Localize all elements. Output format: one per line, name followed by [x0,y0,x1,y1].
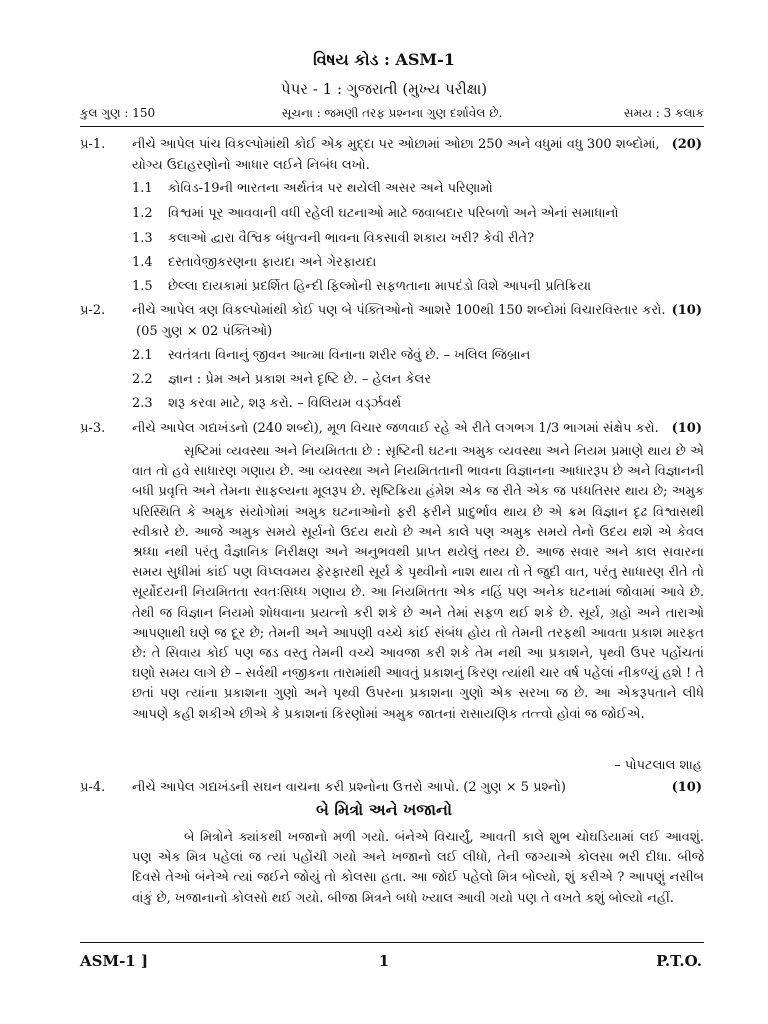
q1-option-number: 1.5 [132,279,153,294]
footer-code: ASM-1 ] [80,952,149,970]
q1-option-text: કોવિડ-19ની ભારતના અર્થતંત્ર પર થયેલી અસર અને પરિણામો [168,181,493,196]
instruction: સૂચના : જમણી તરફ પ્રશ્નના ગુણ દર્શાવેલ છે. [281,106,503,120]
header-divider [80,126,704,127]
q1-option-number: 1.4 [132,255,153,270]
time-allowed: સમય : 3 કલાક [623,106,704,120]
q1-option-text: છેલ્લા દાયકામાં પ્રદર્શિત હિન્દી ફિલ્મોની સફળતાના માપદંડો વિશે આપની પ્રતિક્રિયા [168,279,592,294]
q2-option-text: શરૂ કરવા માટે, શરૂ કરો. – વિલિયમ વર્ડ્ઝવર્થ [168,396,402,411]
footer-divider [80,942,704,943]
q3-instruction: નીચે આપેલ ગદ્યખંડનો (240 શબ્દો), મૂળ વિચાર જળવાઈ રહે એ રીતે લગભગ 1/3 ભાગમાં સંક્ષેપ કરો. [132,421,659,436]
q1-number: પ્ર-1. [80,137,106,152]
q1-marks: (20) [671,137,702,152]
q1-option-number: 1.3 [132,231,153,246]
page-number: 1 [378,952,390,970]
q2-marks: (10) [671,303,702,318]
q4-passage [132,828,704,909]
q1-instruction-line1: નીચે આપેલ પાંચ વિકલ્પોમાંથી કોઈ એક મુદ્દા પર ઓછામાં ઓછા 250 અને વધુમાં વધુ 300 શબ્દોમાં, [132,137,660,152]
q2-number: પ્ર-2. [80,303,106,318]
q1-instruction-line2: યોગ્ય ઉદાહરણોનો આધાર લઈને નિબંધ લખો. [132,158,370,173]
q3-passage-text: સૃષ્ટિમાં વ્યવસ્થા અને નિયમિતતા છે : સૃષ્ટિની ઘટના અમુક વ્યવસ્થા અને નિયમ પ્રમાણે થાય છે એ વાત તો હવે સાધારણ ગણાય છે. આ વ્યવસ્થા અને નિયમિતતાની ભાવના વિજ્ઞાનના આધારરૂપ છે અને વિજ્ઞાનની બધી પ્રવૃત્તિ અને તેમના સાફલ્યના મૂલરૂપ છે. સૃષ્ટિક્રિયા હંમેશ એક જ રીતે એક જ પધ્ધતિસર થાય છે; અમુક પરિસ્થિતિ કે અમુક સંયોગોમાં અમુક ઘટનાઓનો ફરી ફરીને પ્રાદુર્ભાવ થાય છે એ ક્રમ વિજ્ઞાન દૃઢ વિશ્વાસથી સ્વીકારે છે. આજે અમુક સમયે સૂર્યનો ઉદય થયો છે અને કાલે પણ અમુક સમયે તેનો ઉદય થશે એ કેવલ શ્રધ્ધા નથી પરંતુ વૈજ્ઞાનિક નિરીક્ષણ અને અનુભવથી પ્રાપ્ત થયેલું તથ્ય છે. આજ સવાર અને કાલ સવારના સમય સુધીમાં કાંઈ પણ વિપ્લવમય ફેરફારથી સૂર્ય કે પૃથ્વીનો નાશ થાય તો તે જુદી વાત, પરંતુ સાધારણ રીતે તો સૂર્યોદયની નિયમિતતા સ્વતઃસિધ્ધ ગણાય છે. આ નિયમિતતા એક નહિં પણ અનેક ઘટનામાં જોવામાં આવે છે. તેથી જ વિજ્ઞાન નિયમો શોધવાના પ્રયત્નો કરી શકે છે અને તેમાં સફળ થઈ શકે છે. સૂર્ય, ગ્રહો અને તારાઓ આપણાથી ઘણે જ દૂર છે; તેમની અને આપણી વચ્ચે કાંઈ સંબંધ હોય તો તેમની તરફથી આવતા પ્રકાશ મારફત છે: તે સિવાય કોઈ પણ જડ વસ્તુ તેમની વચ્ચે આવજા કરી શકે તેમ નથી આ પ્રકાશને, પૃથ્વી ઉપર પહોંચતાં ઘણો સમય લાગે છે – સર્વથી નજીકના તારામાંથી આવતું પ્રકાશનું કિરણ ત્યાંથી ચાર વર્ષ પહેલાં નીકળ્યું હશે ! તે છતાં પણ ત્યાંના પ્રકાશના ગુણો અને પૃથ્વી ઉપરના પ્રકાશના ગુણો એક સરખા જ છે. આ એકરૂપતાને લીધે આપણે કહી શકીએ છીએ કે પ્રકાશનાં કિરણોમાં અમુક જાતનાં રાસાયણિક તત્ત્વો હોવાં જ જોઈએ. [132,444,704,722]
q4-instruction: નીચે આપેલ ગદ્યખંડની સઘન વાચના કરી પ્રશ્નોના ઉત્તરો આપો. (2 ગુણ × 5 પ્રશ્નો) [132,780,566,795]
paper-title: પેપર - 1 : ગુજરાતી (મુખ્ય પરીક્ષા) [280,80,488,98]
subject-code: વિષય કોડ : ASM-1 [313,50,455,69]
q2-option-text: જ્ઞાન : પ્રેમ અને પ્રકાશ અને દૃષ્ટિ છે. – હેલન કેલર [168,372,432,387]
q2-instruction-line1: નીચે આપેલ ત્રણ વિકલ્પોમાંથી કોઈ પણ બે પંક્તિઓનો આશરે 100થી 150 શબ્દોમાં વિચારવિસ્તાર કરો. [132,303,666,318]
q2-option-number: 2.2 [132,372,153,387]
total-marks: કુલ ગુણ : 150 [80,106,156,120]
q2-instruction-line2: (05 ગુણ × 02 પંક્તિઓ) [136,324,273,339]
q1-option-text: વિશ્વમાં પૂર આવવાની વધી રહેલી ઘટનાઓ માટે જવાબદાર પરિબળો અને એનાં સમાધાનો [168,206,619,221]
q1-option-number: 1.1 [132,181,153,196]
q4-passage-title: બે મિત્રો અને ખજાનો [316,800,452,819]
q3-author: – પોપટલાલ શાહ [614,758,702,773]
q3-passage [132,442,704,725]
q1-option-number: 1.2 [132,206,153,221]
q1-option-text: દસ્તાવેજીકરણના ફાયદા અને ગેરફાયદા [168,255,377,270]
q4-passage-text: બે મિત્રોને ક્યાંકથી ખજાનો મળી ગયો. બંનેએ વિચાર્યું, આવતી કાલે શુભ ચોઘડિયામાં લઈ આવશું. પણ એક મિત્ર પહેલાં જ ત્યાં પહોંચી ગયો અને ખજાનો લઈ લીધો, તેની જગ્યાએ કોલસા ભરી દીધા. બીજે દિવસે તેઓ બંનેએ ત્યાં જઈને જોયું તો કોલસા હતા. આ જોઈ પહેલો મિત્ર બોલ્યો, શું કરીએ ? આપણું નસીબ વાંકું છે, ખજાનાનો કોલસો થઈ ગયો. બીજા મિત્રને બધો ખ્યાલ આવી ગયો પણ તે વખતે કશું બોલ્યો નહીં. [132,830,704,906]
q4-number: પ્ર-4. [80,780,106,795]
q3-number: પ્ર-3. [80,421,106,436]
q2-option-number: 2.3 [132,396,153,411]
q3-marks: (10) [671,421,702,436]
q2-option-text: સ્વતંત્રતા વિનાનું જીવન આત્મા વિનાના શરીર જેવું છે. – ખલિલ જિબ્રાન [168,348,531,363]
q4-marks: (10) [671,780,702,795]
pto-label: P.T.O. [656,952,702,970]
q2-option-number: 2.1 [132,348,153,363]
q1-option-text: કલાઓ દ્વારા વૈશ્વિક બંધુત્વની ભાવના વિકસાવી શકાય ખરી? કેવી રીતે? [168,231,535,246]
